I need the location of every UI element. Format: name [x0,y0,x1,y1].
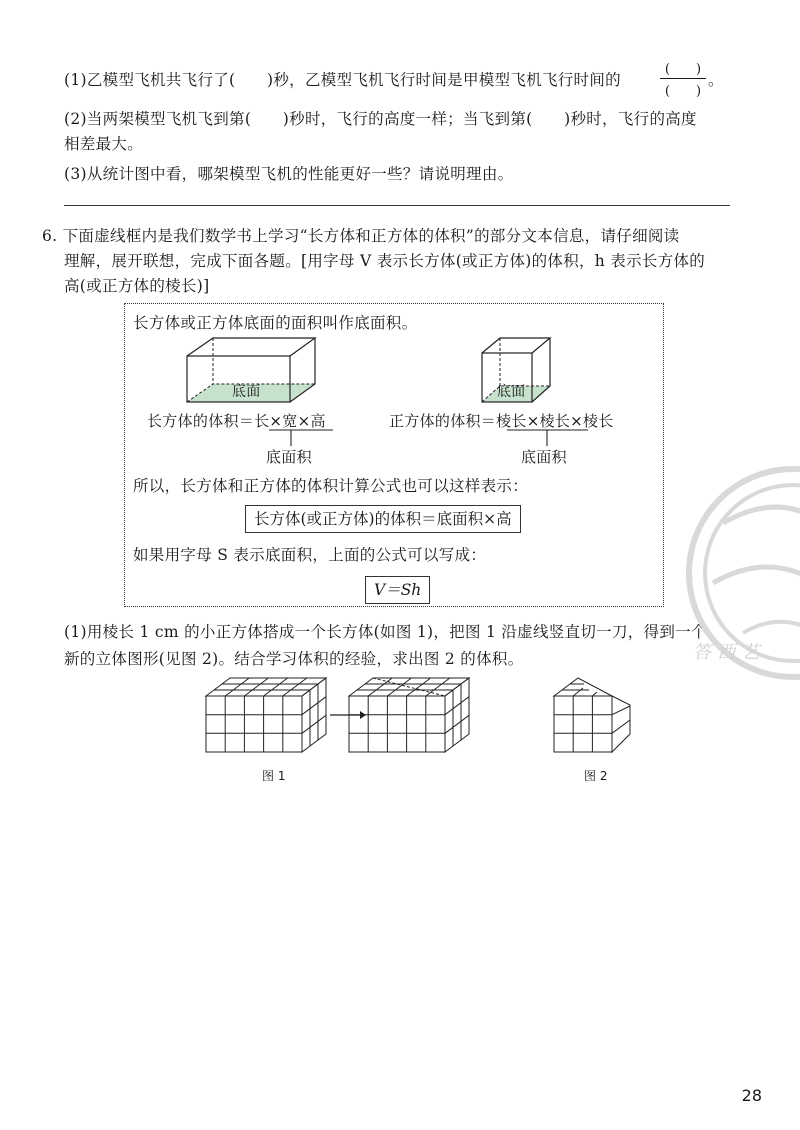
cube-volume-formula: 正方体的体积＝棱长×棱长×棱长 [389,412,614,430]
cuboid-base-area-label: 底面积 [266,448,312,466]
fraction-denominator: ( ) [664,84,702,99]
figure2-caption: 图 2 [584,769,608,783]
figure1-with-cut-line [347,676,477,756]
cube-base-label: 底面 [497,384,526,400]
cuboid-base-label: 底面 [232,384,261,400]
figure1-caption: 图 1 [262,769,286,783]
box-line-so: 所以，长方体和正方体的体积计算公式也可以这样表示： [133,477,529,495]
seal-text: 答 西 艺 [693,642,760,663]
q5-part1-end: 。 [708,71,724,89]
q6-intro-line2: 理解，展开联想，完成下面各题。[用字母 V 表示长方体(或正方体)的体积，h 表示长方体的 [64,252,706,270]
q6-intro-line3: 高(或正方体的棱长)] [64,277,210,295]
watermark-seal [683,463,800,683]
box-line1: 长方体或正方体底面的面积叫作底面积。 [133,314,418,332]
q6-part1-line1: (1)用棱长 1 cm 的小正方体搭成一个长方体(如图 1)，把图 1 沿虚线竖直切一刀，得到一个 [64,623,707,641]
cube-base-area-label: 底面积 [521,448,567,466]
cuboid-volume-formula: 长方体的体积＝长×宽×高 [147,412,326,430]
q5-part2-line1: (2)当两架模型飞机飞到第( )秒时，飞行的高度一样；当飞到第( )秒时，飞行的高度 [64,110,697,128]
q5-part1: (1)乙模型飞机共飞行了( )秒，乙模型飞机飞行时间是甲模型飞机飞行时间的 [64,71,621,89]
box-line-if: 如果用字母 S 表示底面积，上面的公式可以写成： [133,546,487,564]
fraction-numerator: ( ) [664,62,702,77]
boxed-volume-formula: 长方体(或正方体)的体积＝底面积×高 [245,505,521,533]
q6-part1-line2: 新的立体图形(见图 2)。结合学习体积的经验，求出图 2 的体积。 [64,650,524,668]
q6-intro-line1: 6. 下面虚线框内是我们数学书上学习“长方体和正方体的体积”的部分文本信息，请仔细阅读 [42,227,680,245]
boxed-vsh-formula: V＝Sh [365,576,430,604]
figure1-cube-block [204,676,334,756]
page-number: 28 [741,1086,762,1105]
q5-part3: (3)从统计图中看，哪架模型飞机的性能更好一些？请说明理由。 [64,165,514,183]
figure2-cut-solid [552,676,632,756]
q5-part2-line2: 相差最大。 [64,135,144,153]
